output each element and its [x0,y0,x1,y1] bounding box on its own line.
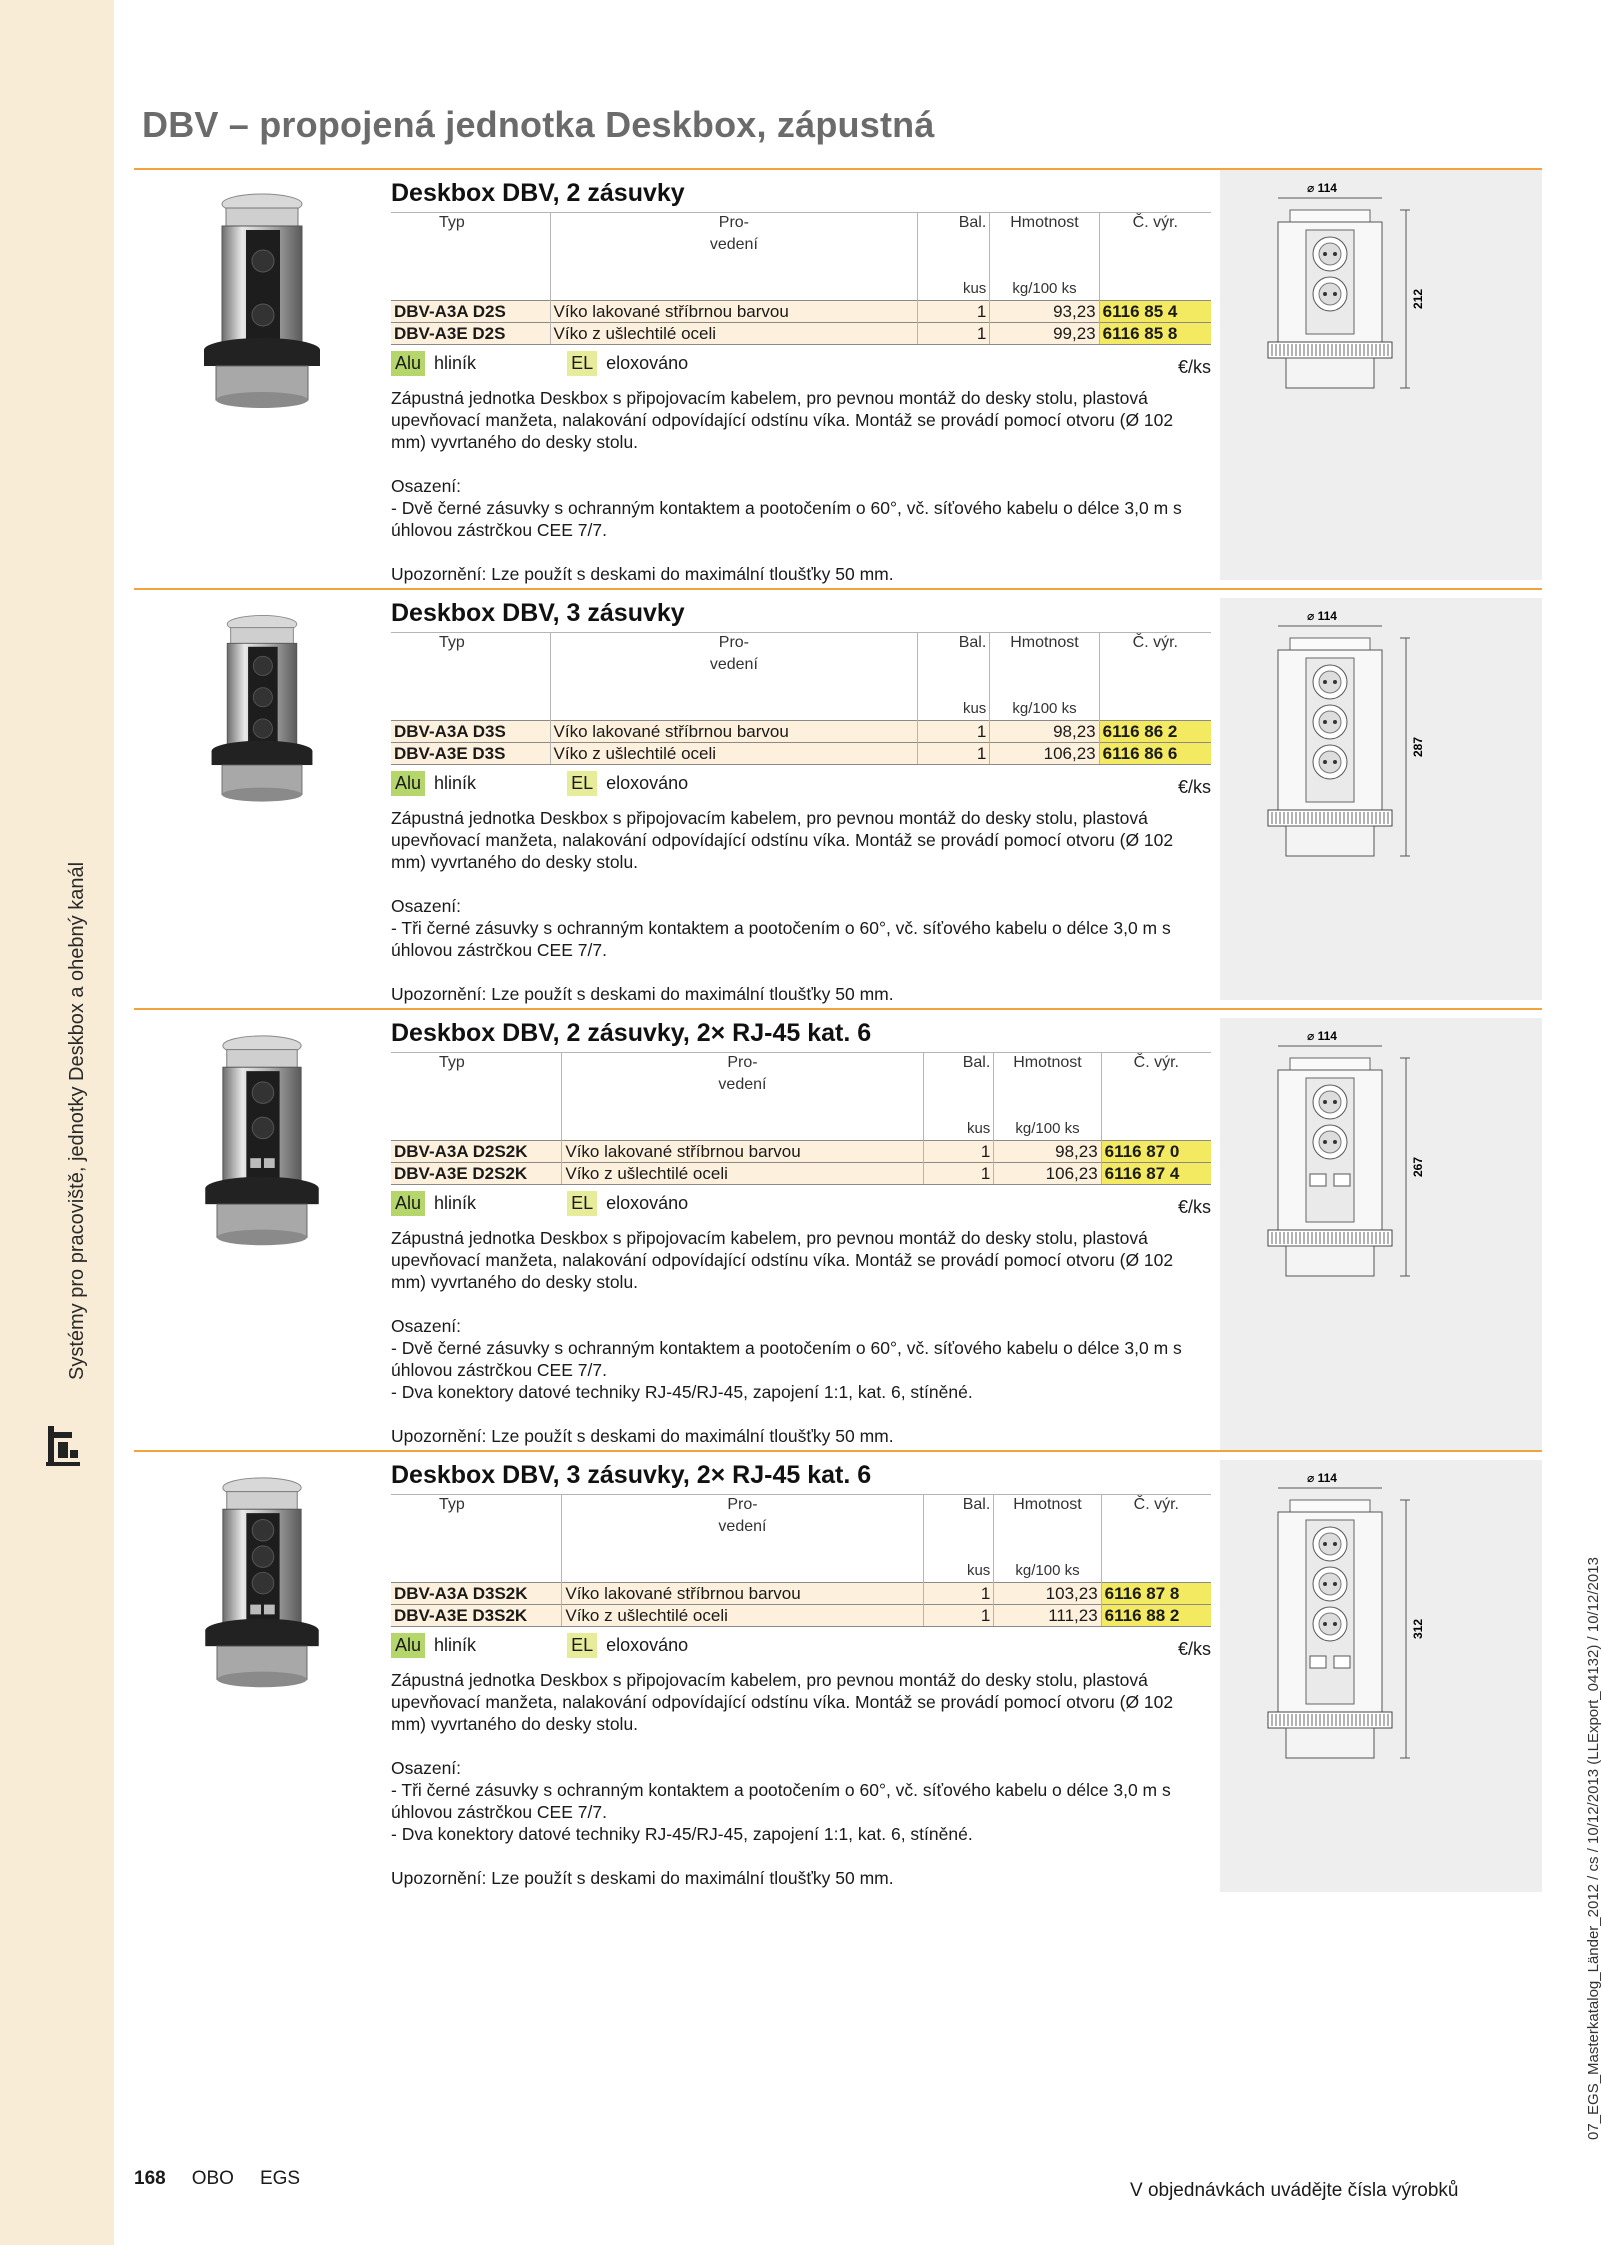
col-weight: Hmotnost [990,213,1099,235]
col-design: Pro- [550,633,918,655]
description-text: Zápustná jednotka Deskbox s připojovacím kabelem, pro pevnou montáž do desky stolu, plastová upevňovací manžeta, nalakování odpovídající odstínu víka. Montáž se provádí pomocí otvoru (Ø 102 mm) vyvrtaného do desky stolu. [391,808,1174,872]
table-unit-row [391,1561,1211,1583]
type-cell: DBV-A3A D2S2K [391,1141,562,1163]
table-header-row [391,633,1211,655]
col-design: Pro- [562,1495,923,1517]
pack-cell: 1 [923,1141,994,1163]
product-photo [192,612,332,812]
footer-brand: OBO [191,2168,234,2189]
finish-row [391,1191,1211,1227]
table-header-row-2 [391,655,1211,677]
weight-cell: 103,23 [994,1583,1101,1605]
product-content [391,174,1211,607]
equipment-label: Osazení: [391,476,462,496]
diameter-label: ⌀ 114 [1307,1471,1337,1485]
pack-cell: 1 [923,1605,994,1627]
finish-el-label: eloxováno [606,353,689,373]
catalog-export-meta: 07_EGS_Masterkatalog_Länder_2012 / cs / 10/12/2013 (LLExport_04132) / 10/12/2013 [1585,1557,1602,2140]
diameter-label: ⌀ 114 [1307,1029,1337,1043]
section-title: Deskbox DBV, 2 zásuvky [391,179,685,207]
type-cell: DBV-A3E D2S [391,323,550,345]
price-unit: €/ks [1177,777,1211,797]
weight-cell: 111,23 [994,1605,1101,1627]
table-header-row-2 [391,1517,1211,1539]
dimension-drawing [1220,1460,1542,1892]
equipment-item: - Dvě černé zásuvky s ochranným kontaktem a pootočením o 60°, vč. síťového kabelu o délce 3,0 m s úhlovou zástrčkou CEE 7/7. [391,498,1182,540]
unit-weight: kg/100 ks [994,1119,1101,1141]
table-row [391,301,1211,323]
dimension-svg [1220,598,1542,1000]
pack-cell: 1 [923,1163,994,1185]
col-weight: Hmotnost [994,1495,1101,1517]
product-photo [192,1032,332,1257]
product-table [391,1494,1211,1627]
weight-cell: 106,23 [990,743,1099,765]
weight-cell: 93,23 [990,301,1099,323]
article-number-cell: 6116 85 4 [1099,301,1211,323]
finish-alu-tag: Alu [391,771,425,796]
col-design-2: vedení [562,1075,923,1097]
price-unit: €/ks [1177,357,1211,377]
type-cell: DBV-A3A D2S [391,301,550,323]
design-cell: Víko lakované stříbrnou barvou [562,1141,923,1163]
equipment-label: Osazení: [391,1758,462,1778]
table-header-spacer [391,1539,1211,1561]
table-row [391,323,1211,345]
table-header-spacer [391,1097,1211,1119]
side-band [0,0,114,2245]
type-cell: DBV-A3A D3S [391,721,550,743]
unit-pack: kus [918,279,990,301]
article-number-cell: 6116 87 0 [1101,1141,1211,1163]
type-cell: DBV-A3A D3S2K [391,1583,562,1605]
pack-cell: 1 [918,323,990,345]
finish-alu-label: hliník [434,1635,477,1655]
design-cell: Víko z ušlechtilé oceli [562,1605,923,1627]
finish-el-tag: EL [567,1633,597,1658]
height-label: 267 [1411,1156,1425,1178]
height-label: 287 [1411,736,1425,758]
article-number-cell: 6116 85 8 [1099,323,1211,345]
table-header-row-2 [391,235,1211,257]
product-content [391,1456,1211,1911]
thickness-note: Upozornění: Lze použít s deskami do maximální tloušťky 50 mm. [391,1868,894,1888]
height-label: 212 [1411,288,1425,310]
weight-cell: 98,23 [994,1141,1101,1163]
finish-row [391,351,1211,387]
col-type: Typ [391,1053,562,1075]
col-design: Pro- [562,1053,923,1075]
product-photo [192,190,332,420]
table-header-spacer [391,257,1211,279]
unit-pack: kus [923,1561,994,1583]
dimension-drawing [1220,598,1542,1000]
height-label: 312 [1411,1618,1425,1640]
col-design: Pro- [550,213,918,235]
finish-row [391,771,1211,807]
equipment-item: - Tři černé zásuvky s ochranným kontaktem a pootočením o 60°, vč. síťového kabelu o délce 3,0 m s úhlovou zástrčkou CEE 7/7. [391,918,1171,960]
table-unit-row [391,699,1211,721]
col-article: Č. výr. [1099,633,1211,655]
description-text: Zápustná jednotka Deskbox s připojovacím kabelem, pro pevnou montáž do desky stolu, plastová upevňovací manžeta, nalakování odpovídající odstínu víka. Montáž se provádí pomocí otvoru (Ø 102 mm) vyvrtaného do desky stolu. [391,1228,1174,1292]
equipment-list [391,1779,1211,1845]
footer-division: EGS [259,2168,301,2189]
finish-el-tag: EL [567,351,597,376]
table-row [391,743,1211,765]
thickness-note: Upozornění: Lze použít s deskami do maximální tloušťky 50 mm. [391,984,894,1004]
section-title: Deskbox DBV, 2 zásuvky, 2× RJ-45 kat. 6 [391,1019,872,1047]
diameter-label: ⌀ 114 [1307,609,1337,623]
pack-cell: 1 [923,1583,994,1605]
section-title: Deskbox DBV, 3 zásuvky [391,599,685,627]
article-number-cell: 6116 86 2 [1099,721,1211,743]
finish-row [391,1633,1211,1669]
col-design-2: vedení [562,1517,923,1539]
table-unit-row [391,1119,1211,1141]
product-description [391,1669,1211,1889]
product-section [134,168,1542,586]
page-footer [134,2168,326,2190]
dimension-svg [1220,170,1542,580]
pack-cell: 1 [918,301,990,323]
weight-cell: 106,23 [994,1163,1101,1185]
unit-weight: kg/100 ks [990,279,1099,301]
thickness-note: Upozornění: Lze použít s deskami do maximální tloušťky 50 mm. [391,564,894,584]
type-cell: DBV-A3E D2S2K [391,1163,562,1185]
finish-alu-tag: Alu [391,1633,425,1658]
design-cell: Víko z ušlechtilé oceli [550,743,918,765]
pack-cell: 1 [918,721,990,743]
weight-cell: 98,23 [990,721,1099,743]
product-section [134,588,1542,1006]
table-header-row-2 [391,1075,1211,1097]
col-type: Typ [391,1495,562,1517]
equipment-list [391,1337,1211,1403]
type-cell: DBV-A3E D3S [391,743,550,765]
finish-alu-tag: Alu [391,351,425,376]
product-description [391,387,1211,585]
equipment-item: - Dva konektory datové techniky RJ-45/RJ-45, zapojení 1:1, kat. 6, stíněné. [391,1382,973,1402]
product-table [391,1052,1211,1185]
weight-cell: 99,23 [990,323,1099,345]
thickness-note: Upozornění: Lze použít s deskami do maximální tloušťky 50 mm. [391,1426,894,1446]
finish-el-label: eloxováno [606,1193,689,1213]
unit-pack: kus [923,1119,994,1141]
price-unit: €/ks [1177,1197,1211,1217]
col-design-2: vedení [550,655,918,677]
equipment-item: - Tři černé zásuvky s ochranným kontaktem a pootočením o 60°, vč. síťového kabelu o délce 3,0 m s úhlovou zástrčkou CEE 7/7. [391,1780,1171,1822]
deskbox-chapter-icon [44,1424,84,1470]
product-content [391,1014,1211,1469]
product-description [391,807,1211,1005]
finish-el-tag: EL [567,771,597,796]
finish-alu-label: hliník [434,353,477,373]
dimension-svg [1220,1018,1542,1450]
col-weight: Hmotnost [994,1053,1101,1075]
article-number-cell: 6116 87 4 [1101,1163,1211,1185]
equipment-label: Osazení: [391,1316,462,1336]
article-number-cell: 6116 86 6 [1099,743,1211,765]
product-photo [192,1474,332,1699]
col-pack: Bal. [918,213,990,235]
finish-alu-label: hliník [434,773,477,793]
equipment-list [391,497,1211,541]
article-number-cell: 6116 87 8 [1101,1583,1211,1605]
col-type: Typ [391,633,550,655]
description-text: Zápustná jednotka Deskbox s připojovacím kabelem, pro pevnou montáž do desky stolu, plastová upevňovací manžeta, nalakování odpovídající odstínu víka. Montáž se provádí pomocí otvoru (Ø 102 mm) vyvrtaného do desky stolu. [391,388,1174,452]
page-title: DBV – propojená jednotka Deskbox, zápustná [142,104,935,145]
table-row [391,1141,1211,1163]
finish-el-label: eloxováno [606,1635,689,1655]
dimension-drawing [1220,170,1542,580]
design-cell: Víko lakované stříbrnou barvou [550,721,918,743]
table-header-spacer [391,677,1211,699]
col-type: Typ [391,213,550,235]
design-cell: Víko z ušlechtilé oceli [562,1163,923,1185]
side-chapter-label: Systémy pro pracoviště, jednotky Deskbox a ohebný kanál [66,861,88,1380]
col-article: Č. výr. [1099,213,1211,235]
table-header-row [391,1495,1211,1517]
unit-weight: kg/100 ks [994,1561,1101,1583]
diameter-label: ⌀ 114 [1307,181,1337,195]
product-table [391,212,1211,345]
page-number: 168 [134,2168,166,2189]
finish-alu-label: hliník [434,1193,477,1213]
section-title: Deskbox DBV, 3 zásuvky, 2× RJ-45 kat. 6 [391,1461,872,1489]
product-section [134,1008,1542,1448]
product-table [391,632,1211,765]
equipment-item: - Dvě černé zásuvky s ochranným kontaktem a pootočením o 60°, vč. síťového kabelu o délce 3,0 m s úhlovou zástrčkou CEE 7/7. [391,1338,1182,1380]
pack-cell: 1 [918,743,990,765]
footer-order-note: V objednávkách uvádějte čísla výrobků [1130,2180,1459,2201]
table-row [391,1605,1211,1627]
equipment-item: - Dva konektory datové techniky RJ-45/RJ-45, zapojení 1:1, kat. 6, stíněné. [391,1824,973,1844]
product-content [391,594,1211,1027]
finish-el-label: eloxováno [606,773,689,793]
unit-pack: kus [918,699,990,721]
design-cell: Víko lakované stříbrnou barvou [550,301,918,323]
col-article: Č. výr. [1101,1053,1211,1075]
col-design-2: vedení [550,235,918,257]
table-header-row [391,1053,1211,1075]
table-row [391,721,1211,743]
price-unit: €/ks [1177,1639,1211,1659]
equipment-list [391,917,1211,961]
design-cell: Víko lakované stříbrnou barvou [562,1583,923,1605]
article-number-cell: 6116 88 2 [1101,1605,1211,1627]
table-row [391,1163,1211,1185]
product-description [391,1227,1211,1447]
design-cell: Víko z ušlechtilé oceli [550,323,918,345]
finish-el-tag: EL [567,1191,597,1216]
col-pack: Bal. [918,633,990,655]
dimension-drawing [1220,1018,1542,1450]
equipment-label: Osazení: [391,896,462,916]
table-unit-row [391,279,1211,301]
description-text: Zápustná jednotka Deskbox s připojovacím kabelem, pro pevnou montáž do desky stolu, plastová upevňovací manžeta, nalakování odpovídající odstínu víka. Montáž se provádí pomocí otvoru (Ø 102 mm) vyvrtaného do desky stolu. [391,1670,1174,1734]
col-pack: Bal. [923,1053,994,1075]
table-row [391,1583,1211,1605]
col-pack: Bal. [923,1495,994,1517]
col-weight: Hmotnost [990,633,1099,655]
product-section [134,1450,1542,1890]
type-cell: DBV-A3E D3S2K [391,1605,562,1627]
unit-weight: kg/100 ks [990,699,1099,721]
finish-alu-tag: Alu [391,1191,425,1216]
table-header-row [391,213,1211,235]
col-article: Č. výr. [1101,1495,1211,1517]
dimension-svg [1220,1460,1542,1892]
